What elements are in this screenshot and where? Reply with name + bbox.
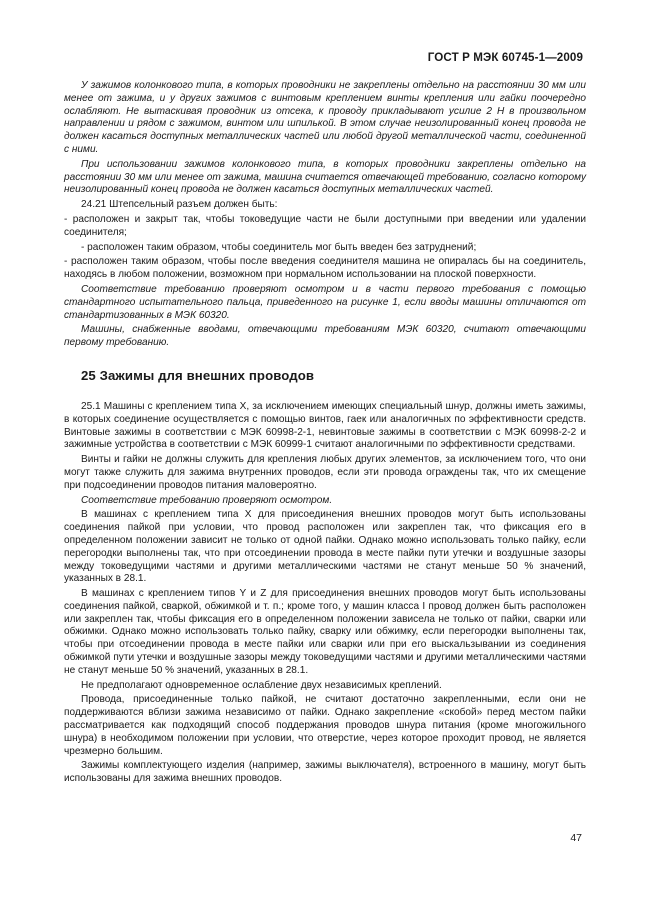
paragraph: Не предполагают одновременное ослабление двух независимых креплений. (81, 679, 442, 691)
paragraph: Машины, снабженные вводами, отвечающими требованиям МЭК 60320, считают отвечающими первому требованию. (64, 324, 586, 349)
document-header: ГОСТ Р МЭК 60745-1—2009 (427, 51, 583, 64)
list-item: - расположен и закрыт так, чтобы токоведущие части не были доступными при введении или удалении соединителя; (64, 213, 586, 238)
page-number: 47 (570, 832, 582, 844)
paragraph: Провода, присоединенные только пайкой, не считают достаточно закрепленными, если они не поддерживаются вблизи зажима независимо от пайки. Однако закрепление «скобой» перед местом пайки рассматривается как подходящий способ поддержания проводов шнура питания (кроме многожильного шнура) в необходимом положении при условии, что отверстие, через которое проходит провод, не является чрезмерно большим. (64, 694, 586, 757)
list-item: - расположен таким образом, чтобы после введения соединителя машина не опиралась бы на соединитель, находясь в любом положении, возможном при нормальном использовании на плоской поверхности. (64, 256, 586, 281)
paragraph: Соответствие требованию проверяют осмотром. (81, 494, 333, 506)
paragraph: 25.1 Машины с креплением типа X, за исключением имеющих специальный шнур, должны иметь зажимы, в которых соединение осуществляется с помощью винтов, гаек или аналогичных по эффективности средств. Винтовые зажимы в соответствии с МЭК 60998-2-1, невинтовые зажимы в соответствии с МЭК 60998-2-2 и зажимные устройства в соответствии с МЭК 60999-1 считают аналогичными по эффективности средствами. (64, 400, 586, 451)
paragraph: Соответствие требованию проверяют осмотром и в части первого требования с помощью стандартного испытательного пальца, приведенного на рисунке 1, если вводы машины отличаются от стандартизованных в МЭК 60320. (64, 283, 586, 321)
paragraph: При использовании зажимов колонкового типа, в которых проводники закреплены отдельно на расстоянии 30 мм или менее от зажима, машина считается отвечающей требованию, согласно которому неизолированный конец провода не должен касаться доступных металлических частей. (64, 158, 586, 196)
paragraph: Винты и гайки не должны служить для крепления любых других элементов, за исключением того, что они могут также служить для зажима внутренних проводов, если эти провода ограждены так, что их смещение при подсоединении проводов питания маловероятно. (64, 454, 586, 491)
paragraph: В машинах с креплением типов Y и Z для присоединения внешних проводов могут быть использованы соединения пайкой, сваркой, обжимкой и т. п.; кроме того, у машин класса I провод должен быть расположен или закреплен так, чтобы фиксация его в определенном положении зависела не только от пайки, сварки или обжимки. Однако можно использовать только пайку, сварку или обжимку, если перегородки выполнены так, чтобы при отсоединении провода в месте пайки или сварки или при его выскальзывании из соединения обжимкой пути утечки и воздушные зазоры между токоведущими частями и другими металлическими частями не станут меньше 50 % значений, указанных в 28.1. (64, 588, 586, 676)
paragraph: В машинах с креплением типа X для присоединения внешних проводов могут быть использованы соединения пайкой при условии, что провод расположен или закреплен так, что фиксация его в определенном положении зависит не только от одной пайки. Однако можно использовать только пайку, если перегородки выполнены так, что при отсоединении провода в месте пайки пути утечки и воздушные зазоры между токоведущими частями и другими металлическими частями не станут меньше 50 % значений, указанных в 28.1. (64, 509, 586, 585)
paragraph: Зажимы комплектующего изделия (например, зажимы выключателя), встроенного в машину, могут быть использованы для зажима внешних проводов. (64, 760, 586, 785)
paragraph: У зажимов колонкового типа, в которых проводники не закреплены отдельно на расстоянии 30 мм или менее от зажима, и у других зажимов с винтовым креплением винты крепления или гайки поочередно ослабляют. Не вытаскивая проводник из отсека, к проводу прикладывают усилие 2 Н в произвольном направлении и рядом с зажимом, винтом или шпилькой. В этом случае неизолированный конец провода не должен касаться доступных металлических частей или любой другой металлической части, соединенной с ними. (64, 80, 586, 155)
list-item: - расположен таким образом, чтобы соединитель мог быть введен без затруднений; (81, 241, 477, 253)
paragraph: 24.21 Штепсельный разъем должен быть: (81, 199, 278, 211)
section-heading: 25 Зажимы для внешних проводов (81, 367, 315, 383)
page-content (64, 80, 586, 788)
